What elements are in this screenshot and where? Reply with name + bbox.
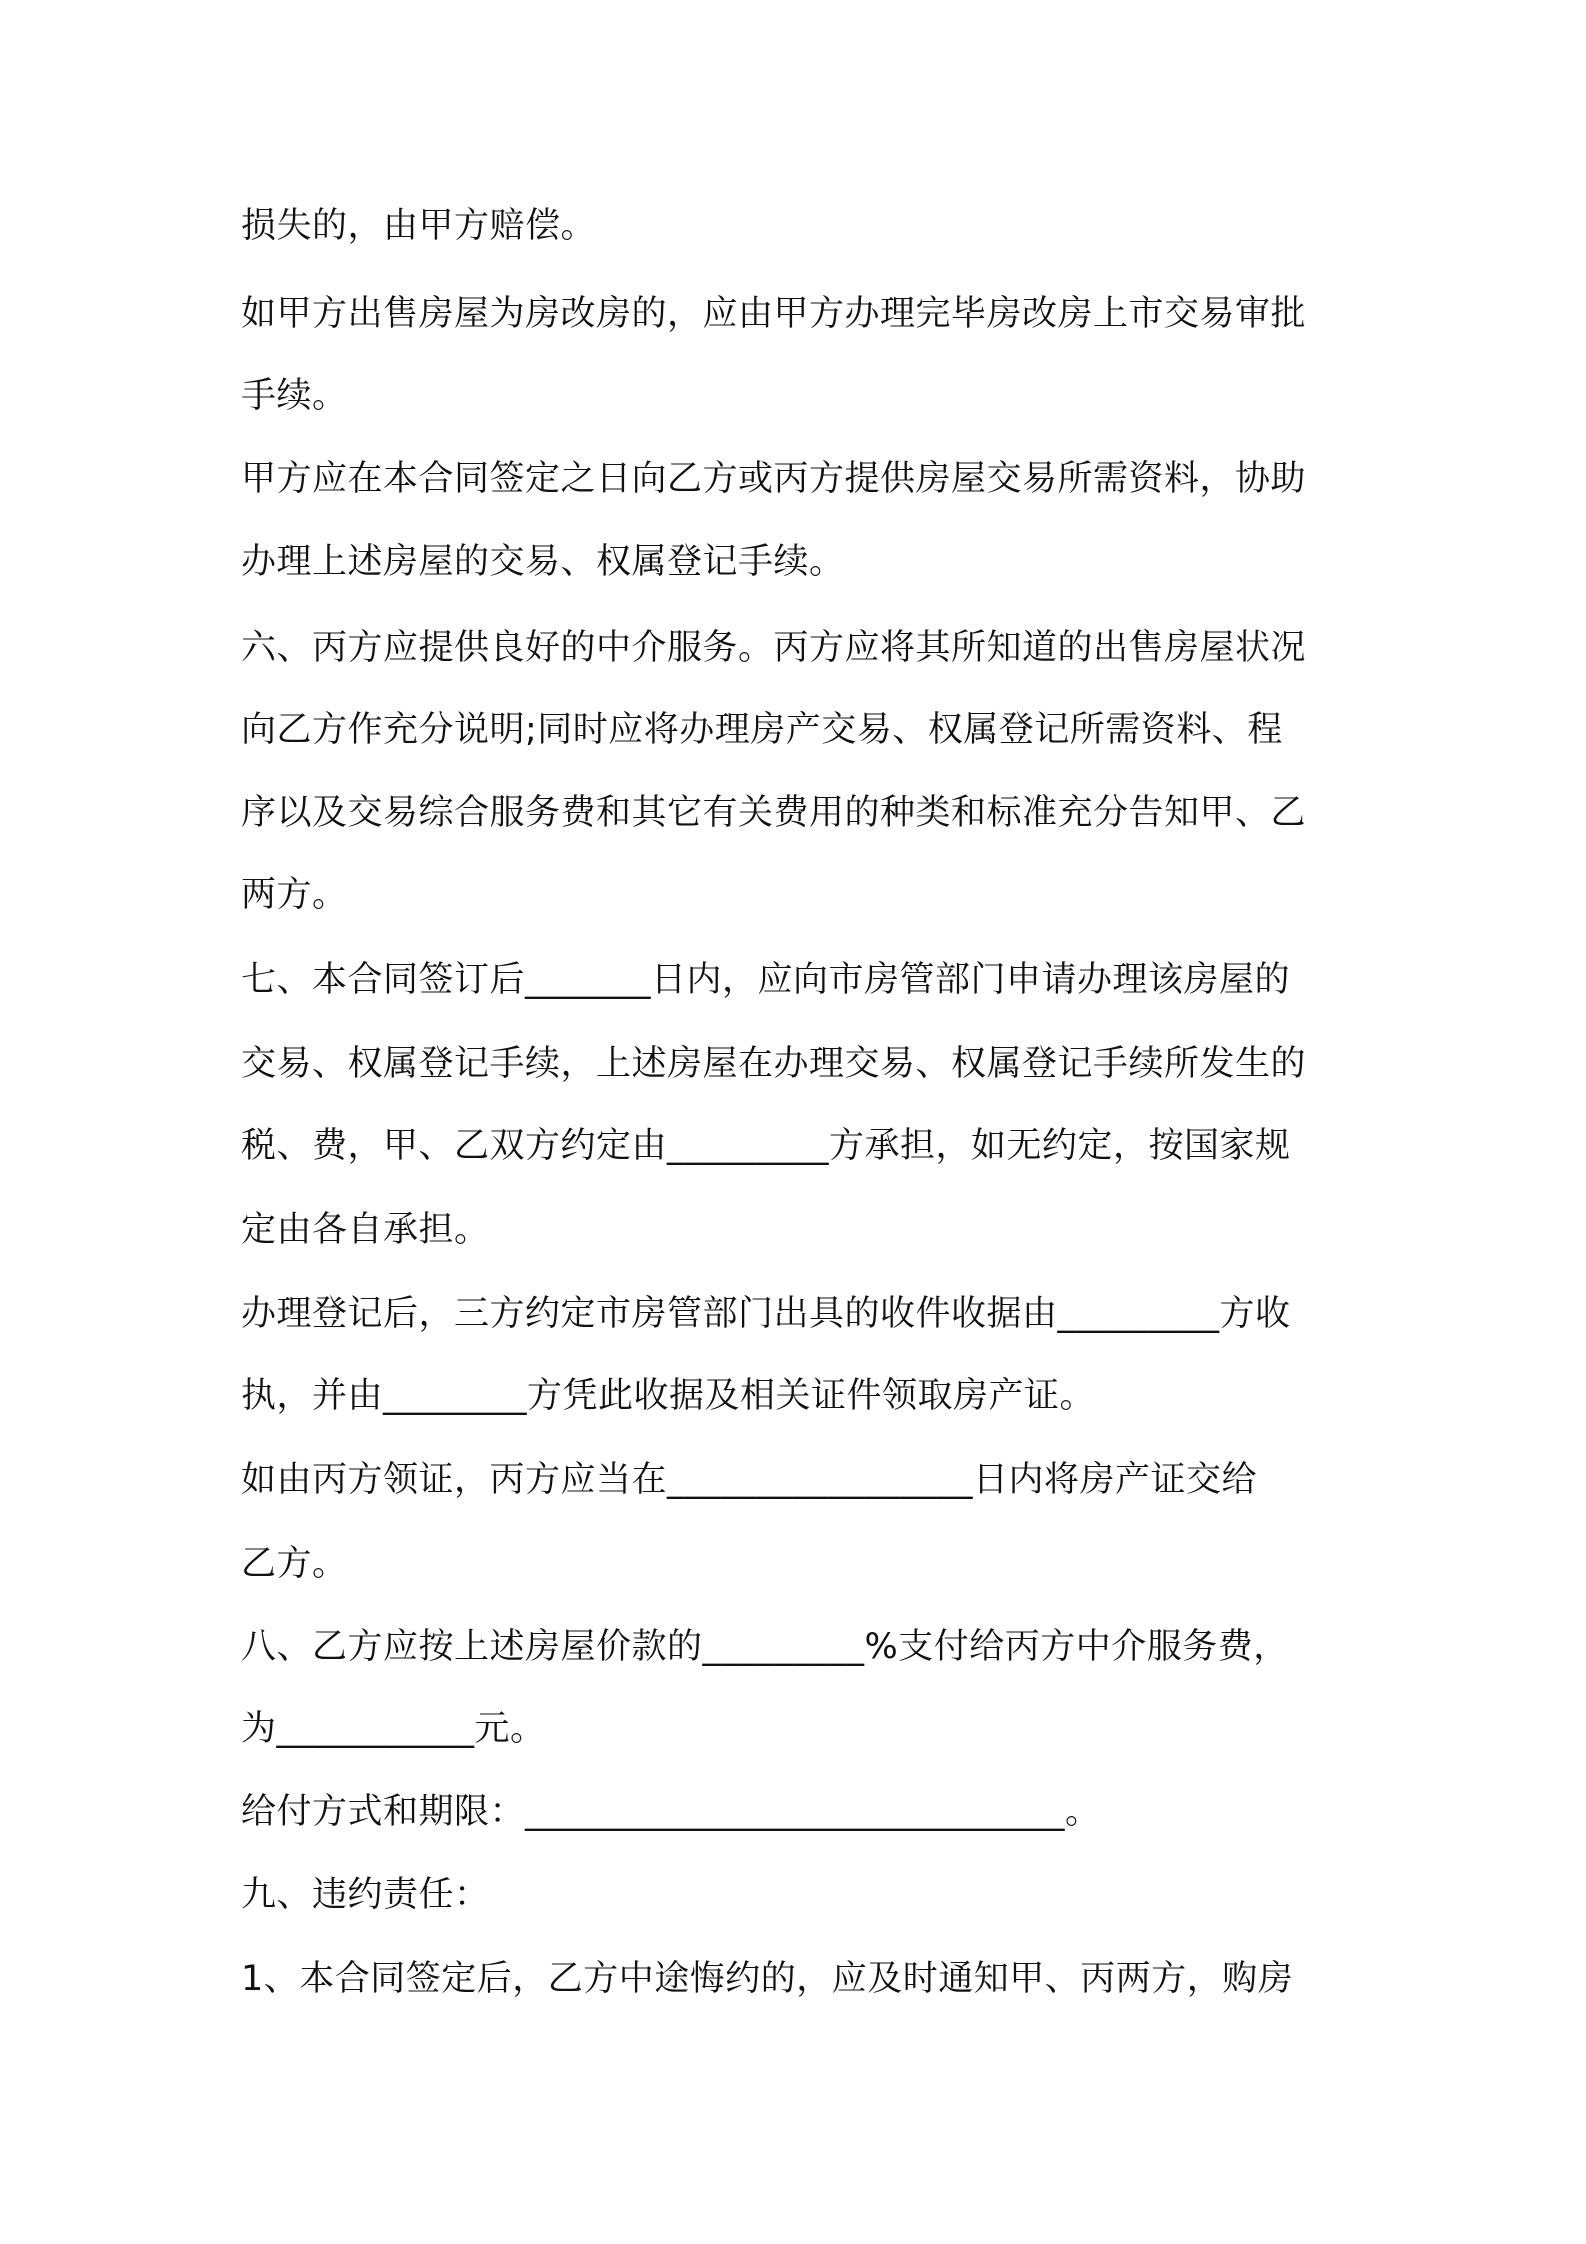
text-line: 如由丙方领证，丙方应当在_________________日内将房产证交给 — [241, 1460, 1258, 1500]
text-line: 六、丙方应提供良好的中介服务。丙方应将其所知道的出售房屋状况 — [241, 628, 1307, 668]
text-line: 手续。 — [241, 376, 348, 416]
text-line: 损失的，由甲方赔偿。 — [241, 206, 597, 246]
text-line: 序以及交易综合服务费和其它有关费用的种类和标准充分告知甲、乙 — [241, 793, 1307, 833]
text-line: 执，并由________方凭此收据及相关证件领取房产证。 — [241, 1376, 1096, 1416]
text-line: 1、本合同签定后，乙方中途悔约的，应及时通知甲、丙两方，购房 — [241, 1959, 1294, 1999]
text-line: 九、违约责任： — [241, 1875, 490, 1915]
text-line: 定由各自承担。 — [241, 1210, 490, 1250]
text-line: 八、乙方应按上述房屋价款的_________%支付给丙方中介服务费， — [241, 1627, 1289, 1667]
text-line: 如甲方出售房屋为房改房的，应由甲方办理完毕房改房上市交易审批 — [241, 294, 1307, 334]
text-line: 甲方应在本合同签定之日向乙方或丙方提供房屋交易所需资料，协助 — [241, 459, 1307, 499]
text-line: 交易、权属登记手续，上述房屋在办理交易、权属登记手续所发生的 — [241, 1044, 1307, 1084]
text-line: 给付方式和期限：______________________________。 — [241, 1792, 1101, 1832]
text-line: 为___________元。 — [241, 1709, 546, 1749]
text-line: 两方。 — [241, 875, 348, 915]
text-line: 向乙方作充分说明;同时应将办理房产交易、权属登记所需资料、程 — [241, 710, 1283, 750]
text-line: 乙方。 — [241, 1544, 348, 1584]
text-line: 七、本合同签订后_______日内，应向市房管部门申请办理该房屋的 — [241, 960, 1291, 1000]
text-line: 税、费，甲、乙双方约定由_________方承担，如无约定，按国家规 — [241, 1126, 1291, 1166]
text-line: 办理上述房屋的交易、权属登记手续。 — [241, 542, 845, 582]
text-line: 办理登记后，三方约定市房管部门出具的收件收据由_________方收 — [241, 1294, 1291, 1334]
